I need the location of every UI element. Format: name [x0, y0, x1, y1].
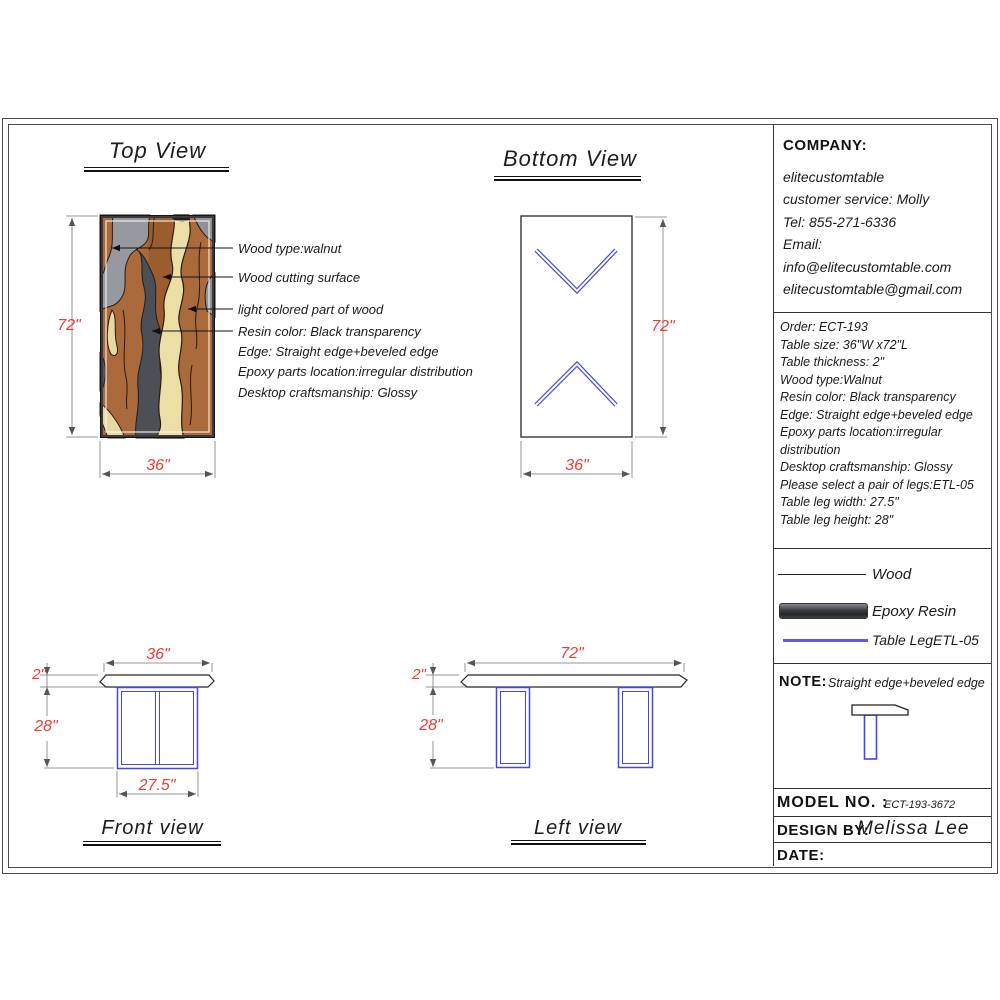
order-details	[780, 319, 986, 529]
company-label: COMPANY:	[783, 137, 868, 154]
company-name: elitecustomtable	[783, 169, 885, 185]
bottom-view-underline	[494, 176, 641, 177]
panel-divider-legend	[773, 663, 991, 664]
front-view-width-dim: 36"	[146, 646, 170, 663]
order-leg-height: Table leg height: 28"	[780, 512, 894, 527]
left-view-width-dim: 72"	[560, 645, 584, 662]
order-resin-color: Resin color: Black transparency	[780, 390, 956, 404]
company-email-label: Email:	[783, 236, 822, 253]
annotation-wood-type: Wood type:walnut	[238, 241, 342, 256]
company-phone: Tel: 855-271-6336	[783, 213, 897, 230]
bottom-view-underline-2	[494, 179, 641, 181]
company-service: customer service: Molly	[783, 191, 930, 208]
left-view-thickness-dim: 2"	[412, 666, 426, 683]
front-view-tabletop	[100, 675, 214, 687]
front-view-underline	[83, 841, 221, 842]
legend-leg-label: Table LegETL-05	[872, 632, 979, 648]
order-craftsmanship: Desktop craftsmanship: Glossy	[780, 460, 953, 474]
order-legs: Please select a pair of legs:ETL-05	[780, 477, 974, 492]
note-edge-diagram	[848, 702, 916, 766]
order-number: Order: ECT-193	[780, 320, 868, 334]
left-view-title: Left view	[534, 817, 622, 839]
note-text: Straight edge+beveled edge	[828, 676, 985, 690]
order-table-size: Table size: 36"W x72"L	[780, 337, 908, 352]
panel-divider-model	[773, 816, 991, 817]
left-view-tabletop	[461, 675, 687, 687]
annotation-edge: Edge: Straight edge+beveled edge	[238, 344, 439, 359]
company-email-1: info@elitecustomtable.com	[783, 258, 952, 275]
annotation-wood-cutting-surface: Wood cutting surface	[238, 270, 361, 285]
legend-wood-line	[778, 574, 866, 575]
order-edge: Edge: Straight edge+beveled edge	[780, 407, 973, 422]
date-label: DATE:	[777, 847, 825, 864]
front-view-leg-height-dim: 28"	[34, 718, 58, 735]
annotation-light-wood: light colored part of wood	[238, 302, 384, 317]
left-view-underline	[511, 840, 646, 841]
panel-divider-design	[773, 842, 991, 843]
panel-divider-note	[773, 788, 991, 789]
company-lines	[783, 166, 985, 300]
panel-divider-company	[773, 312, 991, 313]
bottom-view-height-dim: 72"	[651, 318, 675, 335]
legend-leg-line	[783, 639, 868, 642]
front-view-thickness-dim: 2"	[32, 666, 46, 683]
legend-epoxy-swatch	[779, 603, 868, 619]
front-view-underline-2	[83, 844, 221, 846]
design-by-label: DESIGN BY:	[777, 822, 870, 839]
annotation-resin-color: Resin color: Black transparency	[238, 324, 421, 339]
top-view-underline-2	[84, 170, 229, 172]
top-view-underline	[84, 167, 229, 168]
design-by-value: Melissa Lee	[857, 818, 970, 839]
note-label: NOTE:	[779, 674, 828, 690]
panel-divider-order	[773, 548, 991, 549]
top-view-title: Top View	[108, 138, 207, 163]
model-no-value: ECT-193-3672	[884, 799, 956, 811]
legend-wood-label: Wood	[872, 566, 912, 583]
annotation-epoxy-location: Epoxy parts location:irregular distribution	[238, 364, 473, 379]
order-epoxy-location: Epoxy parts location:irregular distribution	[780, 425, 942, 457]
top-view-width-dim: 36"	[146, 457, 170, 474]
model-no-label: MODEL NO. :	[777, 794, 889, 811]
bottom-view-title: Bottom View	[502, 146, 638, 171]
front-view-title: Front view	[101, 817, 204, 839]
annotation-craftsmanship: Desktop craftsmanship: Glossy	[238, 385, 418, 400]
bottom-view-width-dim: 36"	[565, 457, 589, 474]
front-view-leg-width-dim: 27.5"	[138, 777, 176, 794]
top-view-height-dim: 72"	[57, 317, 81, 334]
front-view-legs	[118, 688, 198, 769]
left-view-leg-height-dim: 28"	[419, 717, 443, 734]
legend-epoxy-label: Epoxy Resin	[872, 603, 957, 620]
order-thickness: Table thickness: 2"	[780, 355, 885, 369]
order-wood-type: Wood type:Walnut	[780, 372, 882, 387]
left-view-legs	[497, 688, 653, 768]
order-leg-width: Table leg width: 27.5"	[780, 495, 899, 509]
left-view-underline-2	[511, 843, 646, 845]
company-email-2: elitecustomtable@gmail.com	[783, 281, 963, 298]
